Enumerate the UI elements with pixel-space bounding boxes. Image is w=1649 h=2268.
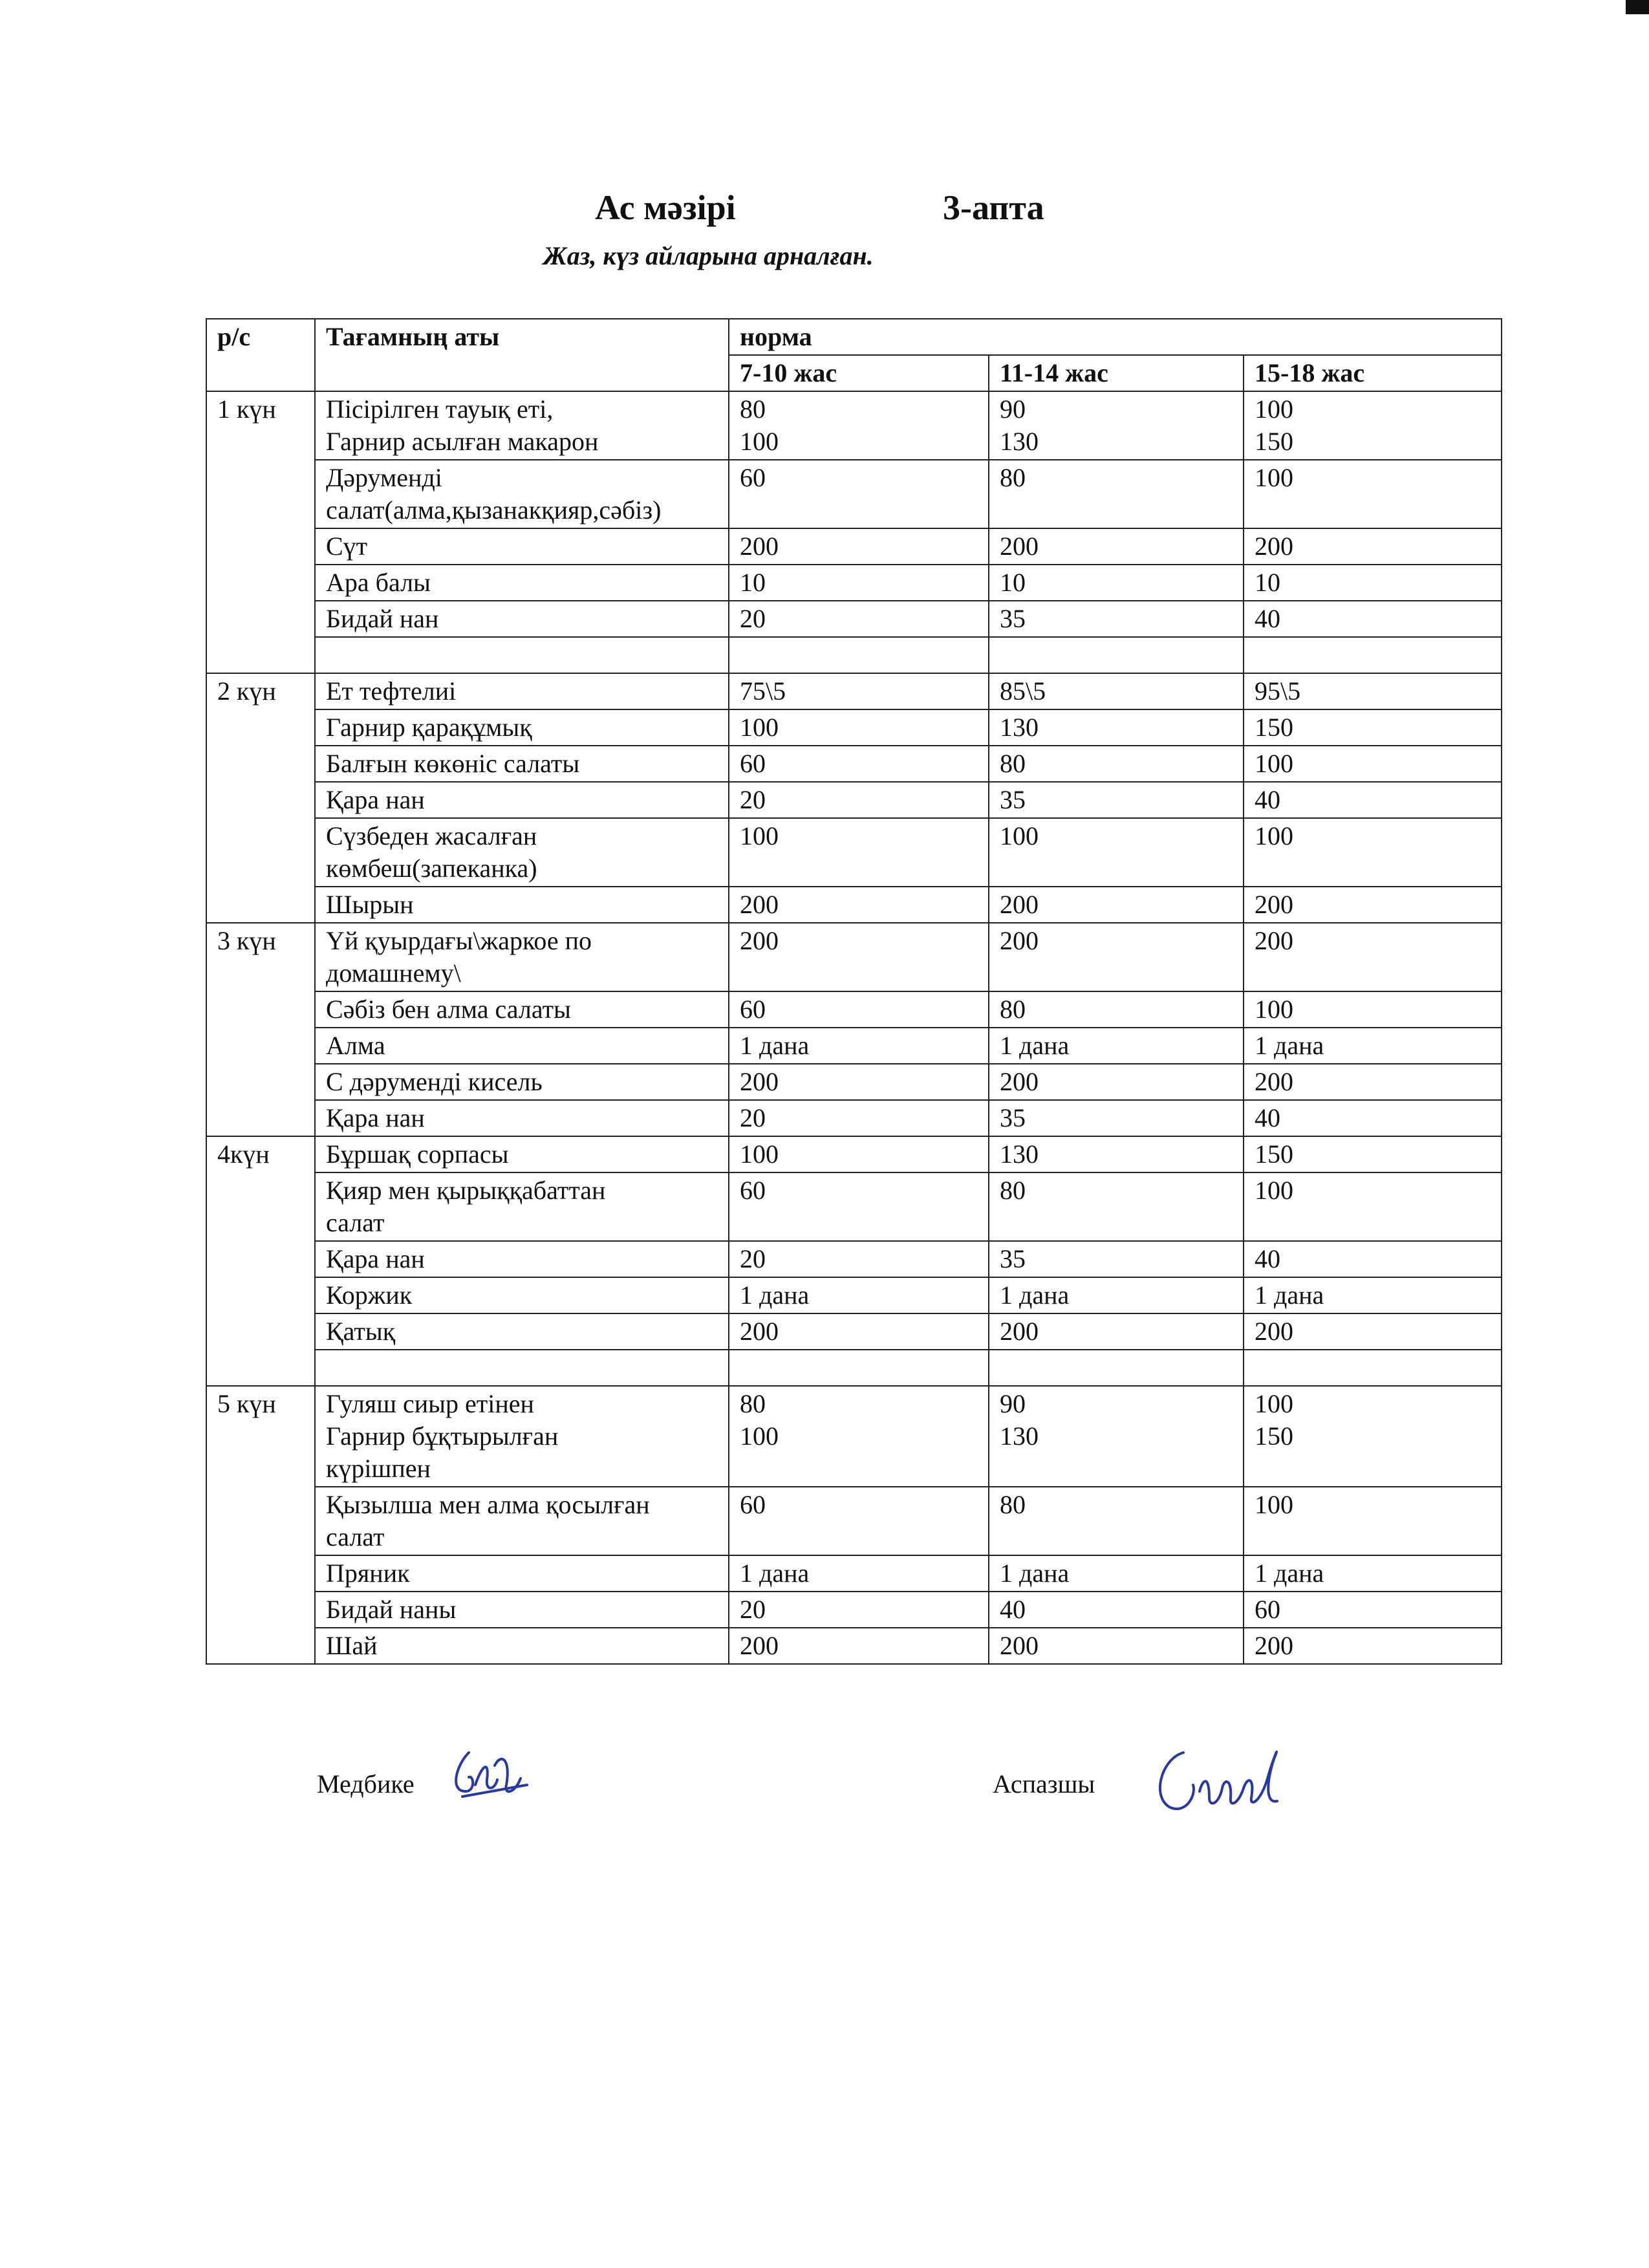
norm-cell-11-14 [989, 1487, 1244, 1555]
norm-cell-7-10 [729, 601, 989, 637]
norm-cell-7-10 [729, 460, 989, 528]
norm-cell-15-18 [1244, 673, 1502, 709]
col-norm-header: норма [729, 319, 1502, 355]
norm-value: 20 [740, 1595, 766, 1624]
cook-signature [1148, 1733, 1310, 1830]
norm-cell-7-10 [729, 673, 989, 709]
norm-cell-15-18 [1244, 528, 1502, 565]
empty-cell [315, 1350, 729, 1386]
norm-cell-15-18 [1244, 565, 1502, 601]
dish-name-line: Қара нан [326, 1103, 425, 1132]
dish-name-line: Бұршақ сорпасы [326, 1139, 509, 1169]
table-row [206, 1172, 1502, 1241]
dish-name-line: Қызылша мен алма қосылған [326, 1490, 650, 1519]
table-row [206, 1628, 1502, 1664]
norm-cell-15-18 [1244, 1592, 1502, 1628]
norm-cell-15-18 [1244, 1172, 1502, 1241]
norm-value: 1 дана [1000, 1559, 1070, 1588]
norm-value: 200 [1255, 1067, 1293, 1096]
norm-cell-15-18 [1244, 391, 1502, 460]
norm-cell-15-18 [1244, 923, 1502, 991]
dish-name-cell [315, 991, 729, 1028]
norm-value: 200 [740, 532, 779, 561]
norm-value: 60 [740, 995, 766, 1024]
dish-name-line: Гарнир қарақұмық [326, 713, 532, 742]
dish-name-cell [315, 1241, 729, 1277]
norm-value: 100 [740, 1139, 779, 1169]
norm-cell-7-10 [729, 1100, 989, 1136]
empty-cell [989, 637, 1244, 673]
norm-value: 200 [1000, 890, 1039, 919]
norm-value: 60 [1255, 1595, 1280, 1624]
age-header-15-18: 15-18 жас [1244, 355, 1502, 391]
norm-cell-11-14 [989, 887, 1244, 923]
dish-name-line: С дәруменді кисель [326, 1067, 543, 1096]
norm-value: 40 [1000, 1595, 1026, 1624]
empty-row [206, 637, 1502, 673]
table-row [206, 1028, 1502, 1064]
empty-row [206, 1350, 1502, 1386]
dish-name-line: Сүзбеден жасалған [326, 821, 537, 850]
norm-cell-11-14 [989, 1136, 1244, 1172]
dish-name-cell [315, 673, 729, 709]
norm-cell-15-18 [1244, 782, 1502, 818]
norm-value: 60 [740, 749, 766, 778]
menu-body [206, 391, 1502, 1664]
norm-cell-11-14 [989, 818, 1244, 887]
col-name-header: Тағамның аты [315, 319, 729, 391]
norm-cell-7-10 [729, 1592, 989, 1628]
norm-value: 1 дана [740, 1559, 810, 1588]
norm-value: 200 [1255, 1631, 1293, 1660]
norm-cell-7-10 [729, 818, 989, 887]
table-row [206, 673, 1502, 709]
dish-name-line: Қара нан [326, 1244, 425, 1273]
norm-cell-15-18 [1244, 1487, 1502, 1555]
dish-name-line: Бидай нан [326, 604, 439, 633]
norm-value: 60 [740, 1176, 766, 1205]
norm-value: 200 [1000, 1631, 1039, 1660]
dish-name-line: Бидай наны [326, 1595, 457, 1624]
page-title: Ас мәзірі [595, 188, 736, 227]
dish-name-cell [315, 391, 729, 460]
norm-cell-7-10 [729, 923, 989, 991]
norm-value: 80 [1000, 1490, 1026, 1519]
dish-name-cell [315, 1592, 729, 1628]
empty-cell [729, 1350, 989, 1386]
dish-name-cell [315, 1487, 729, 1555]
norm-cell-11-14 [989, 1592, 1244, 1628]
norm-value: 100 [1255, 821, 1293, 850]
dish-name-line: салат [326, 1208, 385, 1237]
norm-value: 60 [740, 1490, 766, 1519]
table-row [206, 1313, 1502, 1350]
norm-value: 100 [1255, 1490, 1293, 1519]
dish-name-line: Пряник [326, 1559, 410, 1588]
norm-cell-7-10 [729, 391, 989, 460]
norm-value: 200 [740, 890, 779, 919]
norm-cell-11-14 [989, 782, 1244, 818]
norm-cell-11-14 [989, 565, 1244, 601]
norm-value: 40 [1255, 604, 1280, 633]
age-header-11-14: 11-14 жас [989, 355, 1244, 391]
norm-value: 1 дана [740, 1280, 810, 1310]
norm-cell-15-18 [1244, 1136, 1502, 1172]
table-row [206, 1100, 1502, 1136]
norm-value: 100 [740, 1421, 779, 1451]
table-row [206, 460, 1502, 528]
norm-value: 150 [1255, 427, 1293, 456]
dish-name-cell [315, 1386, 729, 1487]
dish-name-line: Шай [326, 1631, 378, 1660]
dish-name-cell [315, 1555, 729, 1592]
norm-cell-15-18 [1244, 1241, 1502, 1277]
norm-value: 100 [1255, 1389, 1293, 1418]
norm-value: 35 [1000, 604, 1026, 633]
empty-cell [315, 637, 729, 673]
norm-cell-7-10 [729, 782, 989, 818]
norm-cell-7-10 [729, 1628, 989, 1664]
dish-name-cell [315, 1136, 729, 1172]
norm-cell-15-18 [1244, 601, 1502, 637]
dish-name-cell [315, 1172, 729, 1241]
dish-name-cell [315, 1277, 729, 1313]
page-subtitle: Жаз, күз айларына арналған. [543, 241, 874, 270]
norm-cell-7-10 [729, 565, 989, 601]
dish-name-line: Шырын [326, 890, 414, 919]
table-row [206, 782, 1502, 818]
scan-corner-mark [1626, 0, 1649, 14]
norm-value: 100 [740, 713, 779, 742]
table-row [206, 1487, 1502, 1555]
norm-value: 1 дана [740, 1031, 810, 1060]
norm-cell-7-10 [729, 1241, 989, 1277]
norm-value: 200 [740, 1631, 779, 1660]
norm-value: 40 [1255, 785, 1280, 814]
table-row [206, 601, 1502, 637]
norm-value: 200 [1000, 532, 1039, 561]
table-row [206, 746, 1502, 782]
dish-name-line: Қатық [326, 1317, 396, 1346]
norm-cell-15-18 [1244, 460, 1502, 528]
dish-name-cell [315, 1064, 729, 1100]
norm-value: 130 [1000, 713, 1039, 742]
dish-name-line: Ара балы [326, 568, 431, 597]
norm-cell-7-10 [729, 991, 989, 1028]
dish-name-cell [315, 1100, 729, 1136]
norm-cell-7-10 [729, 528, 989, 565]
table-row [206, 391, 1502, 460]
norm-cell-11-14 [989, 991, 1244, 1028]
dish-name-cell [315, 601, 729, 637]
norm-value: 90 [1000, 394, 1026, 424]
norm-value: 1 дана [1255, 1559, 1324, 1588]
norm-value: 200 [740, 1067, 779, 1096]
table-row [206, 1386, 1502, 1487]
norm-cell-15-18 [1244, 991, 1502, 1028]
dish-name-line: Қияр мен қырыққабаттан [326, 1176, 606, 1205]
norm-value: 80 [740, 1389, 766, 1418]
norm-value: 100 [1000, 821, 1039, 850]
norm-cell-11-14 [989, 460, 1244, 528]
norm-cell-11-14 [989, 1555, 1244, 1592]
norm-cell-7-10 [729, 1386, 989, 1487]
nurse-label: Медбике [317, 1769, 415, 1798]
norm-value: 100 [740, 821, 779, 850]
table-header-row [206, 319, 1502, 355]
dish-name-line: Гарнир бұқтырылған [326, 1421, 559, 1451]
empty-cell [989, 1350, 1244, 1386]
norm-value: 200 [740, 926, 779, 955]
norm-value: 200 [1255, 926, 1293, 955]
norm-value: 20 [740, 604, 766, 633]
norm-value: 1 дана [1255, 1280, 1324, 1310]
norm-value: 130 [1000, 427, 1039, 456]
norm-value: 35 [1000, 1103, 1026, 1132]
norm-cell-11-14 [989, 528, 1244, 565]
norm-cell-15-18 [1244, 1555, 1502, 1592]
dish-name-cell [315, 887, 729, 923]
norm-value: 80 [1000, 995, 1026, 1024]
dish-name-line: күрішпен [326, 1454, 431, 1483]
norm-cell-7-10 [729, 709, 989, 746]
norm-cell-11-14 [989, 601, 1244, 637]
norm-value: 80 [740, 394, 766, 424]
norm-value: 150 [1255, 1421, 1293, 1451]
norm-value: 35 [1000, 785, 1026, 814]
norm-cell-7-10 [729, 1277, 989, 1313]
dish-name-cell [315, 565, 729, 601]
norm-cell-7-10 [729, 1136, 989, 1172]
norm-cell-11-14 [989, 709, 1244, 746]
dish-name-cell [315, 782, 729, 818]
norm-cell-11-14 [989, 1628, 1244, 1664]
dish-name-line: көмбеш(запеканка) [326, 854, 537, 883]
table-row [206, 1241, 1502, 1277]
table-row [206, 709, 1502, 746]
norm-cell-7-10 [729, 1064, 989, 1100]
norm-value: 200 [1000, 1067, 1039, 1096]
table-row [206, 528, 1502, 565]
norm-cell-7-10 [729, 887, 989, 923]
table-row [206, 1555, 1502, 1592]
norm-value: 90 [1000, 1389, 1026, 1418]
norm-value: 100 [1255, 995, 1293, 1024]
dish-name-cell [315, 746, 729, 782]
norm-value: 60 [740, 463, 766, 492]
norm-cell-11-14 [989, 923, 1244, 991]
dish-name-line: Ет тефтелиі [326, 676, 457, 706]
table-row [206, 991, 1502, 1028]
col-number-header: р/с [206, 319, 315, 391]
norm-cell-15-18 [1244, 1277, 1502, 1313]
norm-value: 100 [1255, 463, 1293, 492]
dish-name-cell [315, 1628, 729, 1664]
norm-value: 10 [1000, 568, 1026, 597]
norm-value: 200 [1000, 1317, 1039, 1346]
norm-value: 100 [1255, 1176, 1293, 1205]
norm-value: 35 [1000, 1244, 1026, 1273]
norm-cell-15-18 [1244, 1064, 1502, 1100]
norm-value: 80 [1000, 749, 1026, 778]
table-row [206, 1277, 1502, 1313]
dish-name-cell [315, 709, 729, 746]
table-row [206, 565, 1502, 601]
norm-value: 130 [1000, 1421, 1039, 1451]
dish-name-line: Гуляш сиыр етінен [326, 1389, 534, 1418]
norm-cell-11-14 [989, 1172, 1244, 1241]
norm-cell-11-14 [989, 1064, 1244, 1100]
norm-value: 200 [1255, 1317, 1293, 1346]
norm-value: 1 дана [1000, 1031, 1070, 1060]
dish-name-cell [315, 818, 729, 887]
norm-value: 1 дана [1255, 1031, 1324, 1060]
norm-value: 200 [1000, 926, 1039, 955]
norm-value: 1 дана [1000, 1280, 1070, 1310]
dish-name-line: Гарнир асылған макарон [326, 427, 599, 456]
norm-cell-7-10 [729, 1313, 989, 1350]
norm-value: 10 [1255, 568, 1280, 597]
norm-value: 200 [1255, 532, 1293, 561]
empty-cell [1244, 637, 1502, 673]
age-header-7-10: 7-10 жас [729, 355, 989, 391]
dish-name-cell [315, 1028, 729, 1064]
norm-cell-11-14 [989, 673, 1244, 709]
table-row [206, 1136, 1502, 1172]
norm-cell-15-18 [1244, 1028, 1502, 1064]
dish-name-line: Сәбіз бен алма салаты [326, 995, 571, 1024]
norm-value: 20 [740, 1244, 766, 1273]
norm-value: 75\5 [740, 676, 786, 706]
norm-value: 100 [1255, 394, 1293, 424]
norm-cell-7-10 [729, 1555, 989, 1592]
dish-name-cell [315, 460, 729, 528]
title-row [0, 188, 1649, 239]
day-label: 1 күн [206, 391, 315, 673]
norm-cell-11-14 [989, 746, 1244, 782]
dish-name-line: салат(алма,қызанакқияр,сәбіз) [326, 495, 662, 524]
dish-name-cell [315, 1313, 729, 1350]
nurse-signature [449, 1740, 534, 1804]
norm-value: 200 [1255, 890, 1293, 919]
day-label: 5 күн [206, 1386, 315, 1664]
norm-cell-15-18 [1244, 818, 1502, 887]
menu-table [206, 318, 1502, 1665]
table-row [206, 818, 1502, 887]
dish-name-line: салат [326, 1522, 385, 1551]
empty-cell [1244, 1350, 1502, 1386]
norm-value: 80 [1000, 1176, 1026, 1205]
norm-cell-11-14 [989, 1277, 1244, 1313]
norm-value: 85\5 [1000, 676, 1046, 706]
dish-name-line: Пісірілген тауық еті, [326, 394, 554, 424]
norm-value: 150 [1255, 713, 1293, 742]
norm-cell-7-10 [729, 1172, 989, 1241]
norm-value: 95\5 [1255, 676, 1301, 706]
norm-cell-11-14 [989, 1313, 1244, 1350]
dish-name-line: Коржик [326, 1280, 413, 1310]
dish-name-line: домашнему\ [326, 958, 461, 988]
table-row [206, 1064, 1502, 1100]
dish-name-line: Алма [326, 1031, 385, 1060]
norm-value: 20 [740, 785, 766, 814]
norm-cell-11-14 [989, 1100, 1244, 1136]
empty-cell [729, 637, 989, 673]
day-label: 2 күн [206, 673, 315, 923]
dish-name-line: Сүт [326, 532, 368, 561]
norm-cell-15-18 [1244, 1313, 1502, 1350]
norm-cell-11-14 [989, 391, 1244, 460]
norm-cell-11-14 [989, 1028, 1244, 1064]
norm-cell-7-10 [729, 746, 989, 782]
norm-cell-11-14 [989, 1241, 1244, 1277]
norm-value: 100 [1255, 749, 1293, 778]
norm-value: 130 [1000, 1139, 1039, 1169]
norm-value: 40 [1255, 1103, 1280, 1132]
dish-name-line: Дәруменді [326, 463, 442, 492]
norm-value: 100 [740, 427, 779, 456]
norm-value: 200 [740, 1317, 779, 1346]
dish-name-line: Үй қуырдағы\жаркое по [326, 926, 592, 955]
norm-cell-11-14 [989, 1386, 1244, 1487]
norm-value: 40 [1255, 1244, 1280, 1273]
dish-name-cell [315, 923, 729, 991]
norm-cell-15-18 [1244, 709, 1502, 746]
norm-value: 10 [740, 568, 766, 597]
norm-value: 150 [1255, 1139, 1293, 1169]
day-label: 4күн [206, 1136, 315, 1386]
norm-cell-15-18 [1244, 1100, 1502, 1136]
week-label: 3-апта [943, 188, 1044, 227]
norm-cell-7-10 [729, 1028, 989, 1064]
norm-cell-15-18 [1244, 746, 1502, 782]
table-row [206, 923, 1502, 991]
norm-cell-15-18 [1244, 1628, 1502, 1664]
norm-value: 80 [1000, 463, 1026, 492]
dish-name-line: Балғын көкөніс салаты [326, 749, 580, 778]
norm-cell-7-10 [729, 1487, 989, 1555]
table-row [206, 887, 1502, 923]
table-row [206, 1592, 1502, 1628]
dish-name-cell [315, 528, 729, 565]
day-label: 3 күн [206, 923, 315, 1136]
norm-cell-15-18 [1244, 887, 1502, 923]
dish-name-line: Қара нан [326, 785, 425, 814]
norm-cell-15-18 [1244, 1386, 1502, 1487]
norm-value: 20 [740, 1103, 766, 1132]
cook-label: Аспазшы [993, 1769, 1095, 1798]
